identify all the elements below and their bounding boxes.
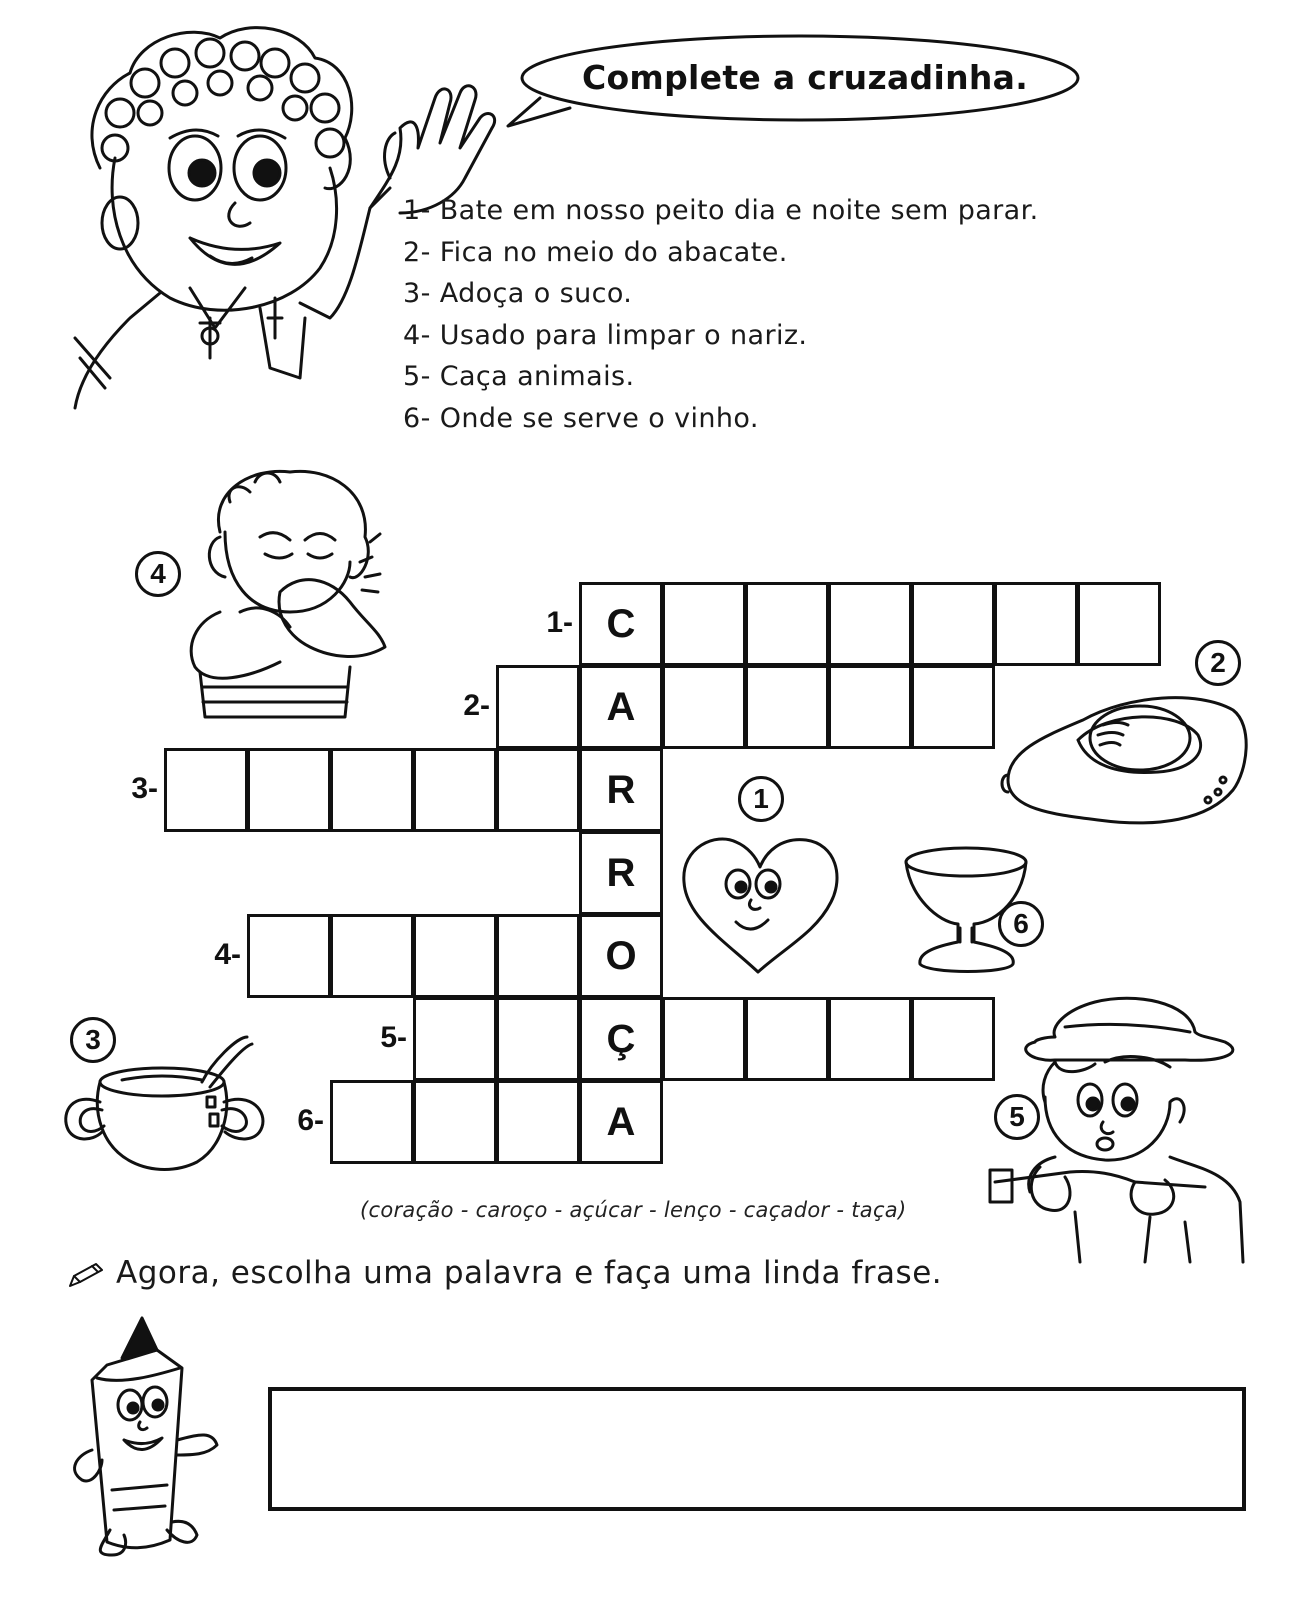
number-circle-3: 3 [70,1017,116,1063]
crossword-cell[interactable] [247,914,331,998]
sneezing-boy-icon [180,462,410,727]
bubble-title: Complete a cruzadinha. [581,57,1029,97]
crossword-cell[interactable] [247,748,331,832]
number-circle-2: 2 [1195,640,1241,686]
crossword-cell[interactable] [330,914,414,998]
crossword-cell[interactable] [745,665,829,749]
pencil-icon [66,1260,106,1290]
crossword-cell[interactable] [828,997,912,1081]
crossword-cell[interactable] [413,748,497,832]
crossword-key-letter: R [579,831,663,915]
crossword-cell[interactable] [496,914,580,998]
heart-face-icon [676,832,846,977]
crossword-key-letter: O [579,914,663,998]
clue-4: 4- Usado para limpar o nariz. [403,319,808,351]
word-bank: (coração - caroço - açúcar - lenço - caçador - taça) [360,1198,907,1222]
crossword-cell[interactable] [828,665,912,749]
crossword-cell[interactable] [330,1080,414,1164]
answer-box[interactable] [268,1387,1246,1511]
crossword-cell[interactable] [662,665,746,749]
pencil-character-icon [52,1310,227,1560]
crossword-cell[interactable] [911,665,995,749]
crossword-cell[interactable] [330,748,414,832]
crossword-row-label: 5- [380,1021,407,1054]
crossword-row-label: 4- [214,938,241,971]
crossword-cell[interactable] [1077,582,1161,666]
crossword-cell[interactable] [662,997,746,1081]
clue-list [403,190,1039,439]
avocado-icon [998,680,1253,830]
crossword-cell[interactable] [413,914,497,998]
number-circle-6: 6 [998,901,1044,947]
crossword-cell[interactable] [496,997,580,1081]
clue-2: 2- Fica no meio do abacate. [403,236,788,268]
number-circle-4: 4 [135,551,181,597]
crossword-cell[interactable] [662,582,746,666]
crossword-cell[interactable] [413,1080,497,1164]
crossword-row-label: 1- [546,606,573,639]
number-circle-5: 5 [994,1094,1040,1140]
crossword-row-label: 3- [131,772,158,805]
crossword-row-label: 6- [297,1104,324,1137]
crossword-key-letter: A [579,1080,663,1164]
crossword-cell[interactable] [994,582,1078,666]
clue-6: 6- Onde se serve o vinho. [403,402,759,434]
crossword-cell[interactable] [496,665,580,749]
clue-5: 5- Caça animais. [403,361,635,392]
crossword-cell[interactable] [745,582,829,666]
crossword-cell[interactable] [911,997,995,1081]
crossword-cell[interactable] [413,997,497,1081]
instruction-text: Agora, escolha uma palavra e faça uma linda frase. [116,1255,943,1291]
clue-1: 1- Bate em nosso peito dia e noite sem parar. [403,195,1039,226]
crossword-key-letter: C [579,582,663,666]
clue-3: 3- Adoça o suco. [403,278,633,309]
number-circle-1: 1 [738,776,784,822]
crossword-cell[interactable] [164,748,248,832]
crossword-row-label: 2- [463,689,490,722]
crossword-key-letter: A [579,665,663,749]
crossword-key-letter: Ç [579,997,663,1081]
crossword-cell[interactable] [745,997,829,1081]
crossword-key-letter: R [579,748,663,832]
crossword-cell[interactable] [828,582,912,666]
crossword-cell[interactable] [496,1080,580,1164]
crossword-cell[interactable] [496,748,580,832]
crossword-cell[interactable] [911,582,995,666]
